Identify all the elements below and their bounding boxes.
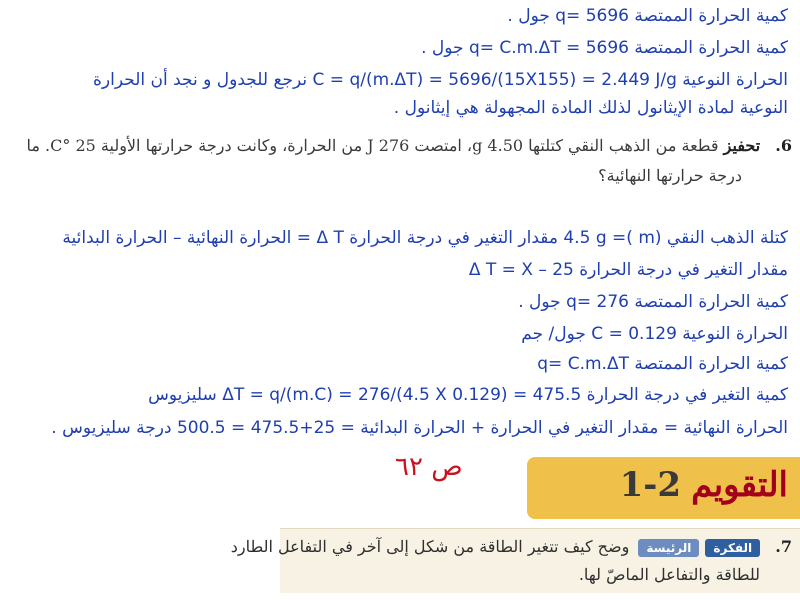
evaluation-number: 2-1: [619, 465, 682, 505]
evaluation-title-text: التقويم: [691, 465, 788, 505]
answer-line-1: كتلة الذهب النقي (m )= 4.5 g مقدار التغير في درجة الحرارة Δ T = الحرارة النهائية – الحرارة البدائية: [62, 228, 788, 248]
question-6-number: 6.: [775, 136, 792, 155]
answer-line-3: كمية الحرارة الممتصة q= 276 جول .: [518, 292, 788, 312]
question-6: [27, 136, 793, 155]
question-7-line-1: وضح كيف تتغير الطاقة من شكل إلى آخر في التفاعل الطارد: [230, 537, 630, 556]
question-6-line-2: درجة حرارتها النهائية؟: [598, 166, 742, 185]
page-reference: ص ٦٢: [395, 452, 463, 482]
main-idea-badge: الفكرة: [705, 539, 760, 557]
solution-line-3: الحرارة النوعية C = q/(m.ΔT) = 5696/(15X155) = 2.449 J/g نرجع للجدول و نجد أن الحرارة: [93, 70, 788, 90]
question-6-line-1: قطعة من الذهب النقي كتلتها 4.50 g، امتصت 276 J من الحرارة، وكانت درجة حرارتها الأولية 25 °C. ما: [26, 136, 719, 155]
evaluation-banner: [527, 457, 800, 519]
answer-line-2: مقدار التغير في درجة الحرارة Δ T = X – 25: [468, 260, 788, 280]
question-7-line-2: للطاقة والتفاعل الماصّ لها.: [578, 565, 760, 584]
question-7-box: [230, 528, 800, 593]
solution-line-4: النوعية لمادة الإيثانول لذلك المادة المجهولة هي إيثانول .: [393, 98, 788, 118]
answer-line-6: كمية التغير في درجة الحرارة ΔT = q/(m.C) = 276/(4.5 X 0.129) = 475.5 سليزيوس: [148, 385, 788, 405]
answer-line-5: كمية الحرارة الممتصة q= C.m.ΔT: [537, 354, 788, 374]
answer-line-4: الحرارة النوعية C = 0.129 جول/ جم: [521, 324, 788, 344]
question-6-keyword: تحفيز: [723, 136, 761, 155]
solution-line-2: كمية الحرارة الممتصة q= C.m.ΔT = 5696 جول .: [421, 38, 788, 58]
evaluation-title: [620, 465, 788, 505]
main-idea-badge-sub: الرئيسة: [638, 539, 699, 557]
answer-line-7: الحرارة النهائية = مقدار التغير في الحرارة + الحرارة البدائية = 25+475.5 = 500.5 درجة سليزيوس .: [51, 418, 788, 438]
solution-line-1: كمية الحرارة الممتصة q= 5696 جول .: [507, 6, 788, 26]
question-7-number: 7.: [775, 537, 792, 556]
question-7-line-1-row: [231, 537, 792, 557]
